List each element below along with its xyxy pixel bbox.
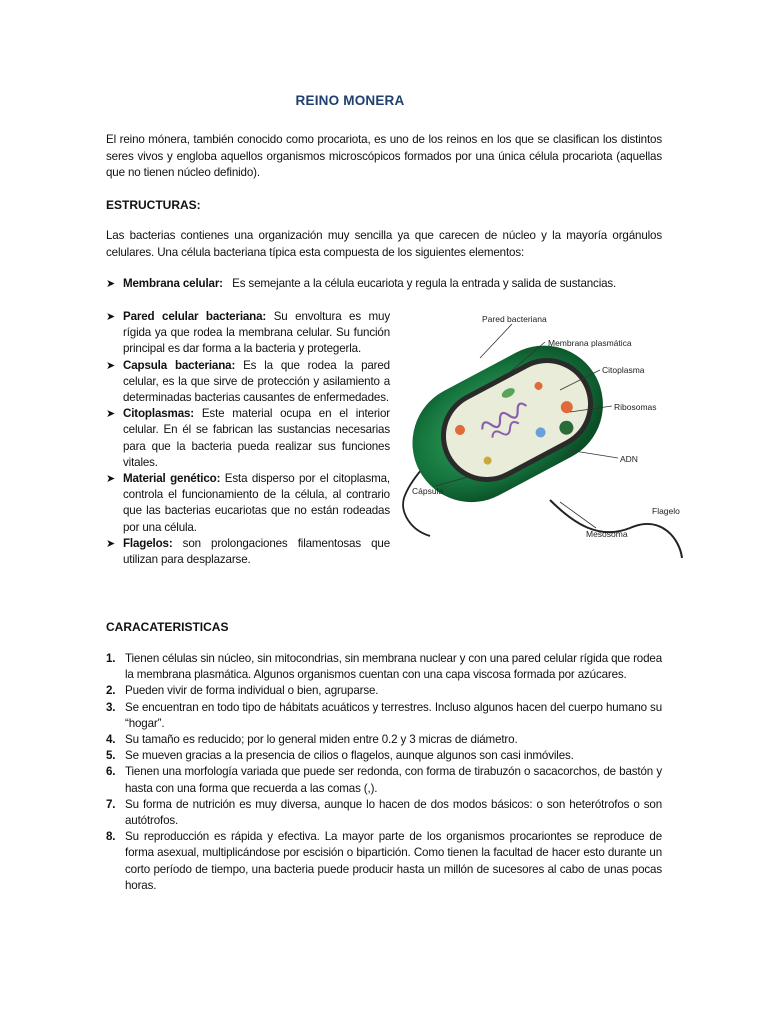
bullet-text: Esta disperso por el citoplasma, controla el funcionamiento de la célula, al contrario que las bacterias eucariotas que no están rodeadas por una célula.: [123, 472, 390, 534]
bacteria-diagram: [400, 300, 700, 570]
list-item: [106, 536, 390, 568]
bullet-text: Es semejante a la célula eucariota y regula la entrada y salida de sustancias.: [232, 277, 617, 290]
label-flagelo: Flagelo: [652, 506, 680, 516]
bullet-term: Flagelos:: [123, 536, 173, 550]
list-item: [106, 683, 662, 699]
list-item: [106, 406, 390, 471]
arrow-bullet-icon: ➤: [106, 359, 116, 372]
bullet-term: Pared celular bacteriana:: [123, 310, 267, 323]
arrow-bullet-icon: ➤: [106, 473, 116, 486]
item-number: 3.: [106, 700, 116, 714]
page-title: REINO MONERA: [295, 93, 405, 108]
item-text: Tienen células sin núcleo, sin mitocondrias, sin membrana nuclear y con una pared celular rígida que rodea la membrana plasmática. Algunos organismos cuentan con una capa viscosa formada por azúcares.: [125, 652, 662, 682]
membrane-bullet: [106, 276, 616, 293]
list-item: [106, 732, 662, 748]
label-citoplasma: Citoplasma: [602, 365, 645, 375]
item-number: 2.: [106, 684, 116, 698]
structure-list: [106, 309, 390, 568]
bullet-text: son prolongaciones filamentosas que utilizan para desplazarse.: [123, 536, 390, 567]
list-item: [106, 764, 662, 796]
item-text: Su tamaño es reducido; por lo general miden entre 0.2 y 3 micras de diámetro.: [125, 733, 518, 747]
item-number: 6.: [106, 765, 116, 779]
list-item: [106, 651, 662, 683]
list-item: [106, 829, 662, 894]
intro-paragraph: El reino mónera, también conocido como procariota, es uno de los reinos en los que se clasifican los distintos seres vivos y engloba aquellos organismos microscópicos formados por una única célula procariota (aquellas que no tienen núcleo definido).: [106, 133, 662, 179]
bullet-text: Su envoltura es muy rígida ya que rodea la membrana celular. Su función principal es dar forma a la bacteria y protegerla.: [123, 310, 390, 356]
item-number: 1.: [106, 652, 116, 665]
structures-heading: ESTRUCTURAS:: [106, 198, 201, 212]
bullet-term: Citoplasmas:: [123, 407, 195, 421]
arrow-bullet-icon: ➤: [106, 311, 116, 323]
arrow-bullet-icon: ➤: [106, 278, 116, 290]
item-text: Pueden vivir de forma individual o bien, agruparse.: [125, 684, 379, 698]
bullet-term: Membrana celular:: [123, 277, 223, 290]
item-text: Se encuentran en todo tipo de hábitats acuáticos y terrestres. Incluso algunos hacen del cuerpo humano su “hogar”.: [125, 700, 662, 730]
bullet-text: Es la que rodea la pared celular, es la que sirve de protección y asilamiento a determinadas bacterias causantes de enfermedades.: [123, 358, 390, 405]
characteristics-heading: CARACATERISTICAS: [106, 620, 229, 634]
label-capsula: Cápsula: [412, 486, 444, 496]
list-item: [106, 471, 390, 536]
arrow-bullet-icon: ➤: [106, 537, 116, 550]
label-mesosoma: Mesosoma: [586, 529, 628, 539]
item-text: Se mueven gracias a la presencia de cilios o flagelos, aunque algunos son casi inmóviles.: [125, 749, 574, 763]
bullet-text: Este material ocupa en el interior celular. En él se fabrican las sustancias necesarias para que la bacteria pueda realizar sus funciones vitales.: [123, 407, 390, 469]
bullet-term: Capsula bacteriana:: [123, 358, 236, 372]
characteristics-list: [106, 651, 662, 894]
list-item: [106, 748, 662, 764]
item-text: Su reproducción es rápida y efectiva. La mayor parte de los organismos procariontes se reproduce de forma asexual, multiplicándose por escisión o bipartición. Como tienen la facultad de hacer esto durante un corto período de tiempo, una bacteria puede producir hasta un millón de sucesores al cabo de unas pocas horas.: [125, 830, 662, 892]
label-ribosomas: Ribosomas: [614, 402, 657, 412]
arrow-bullet-icon: ➤: [106, 408, 116, 421]
item-number: 5.: [106, 749, 116, 763]
item-number: 7.: [106, 797, 116, 811]
list-item: [106, 700, 662, 732]
item-text: Su forma de nutrición es muy diversa, aunque lo hacen de dos modos básicos: o son heterótrofos o son autótrofos.: [125, 797, 662, 828]
list-item: [106, 358, 390, 407]
label-adn: ADN: [620, 454, 638, 464]
item-text: Tienen una morfología variada que puede ser redonda, con forma de tirabuzón o sacacorchos, de bastón y hasta con una forma que recuerda a las comas (,).: [125, 765, 662, 795]
bullet-term: Material genético:: [123, 472, 221, 486]
label-membrana: Membrana plasmática: [548, 338, 632, 348]
structures-intro-paragraph: Las bacterias contienes una organización muy sencilla ya que carecen de núcleo y la mayoría orgánulos celulares. Una célula bacteriana típica esta compuesta de los siguientes elementos:: [106, 229, 662, 259]
item-number: 4.: [106, 733, 116, 747]
label-pared: Pared bacteriana: [482, 314, 547, 324]
list-item: [106, 797, 662, 829]
list-item: [106, 309, 390, 358]
item-number: 8.: [106, 830, 116, 844]
